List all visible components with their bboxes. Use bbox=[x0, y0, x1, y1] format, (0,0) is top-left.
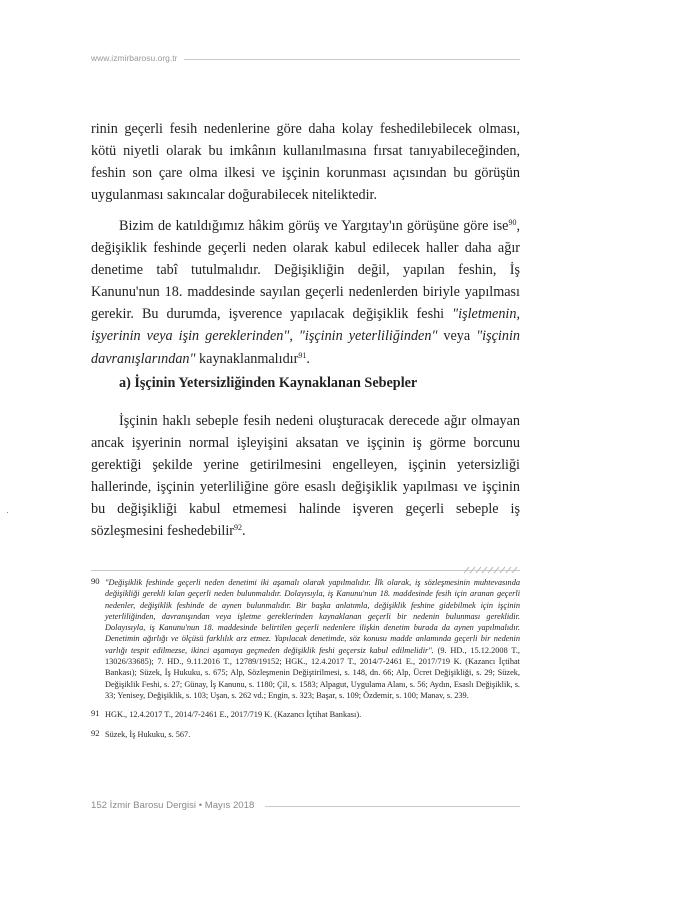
paragraph-1-block bbox=[91, 118, 520, 206]
paragraph-2-text-b: , değişiklik feshinde geçerli neden olarak kabul edilecek haller daha ağır denetime tabî tutulmalıdır. Değişikliğin değil, yapılan feshin, İş Kanunu'nun 18. maddesinde sayılan geçerli nedenlerden biriyle yapılması gerekir. Bu durumda, işverence yapılacak değişiklik feshi bbox=[91, 218, 520, 323]
paragraph-3-text-a: İşçinin haklı sebeple fesih nedeni oluşturacak derecede ağır olmayan ancak işyerinin normal işleyişini aksatan ve işçinin iş görme borcunu gerektiği şekilde yerine getirilmesini engelleyen, işçinin yetersizliği hallerinde, işçinin yeterliliğine göre esaslı değişiklik yapılması ve işçinin bu değişikliği kabul etmemesi halinde işveren geçerli sebeple iş sözleşmesini feshedebilir bbox=[91, 413, 520, 540]
footnote-separator-ornament bbox=[462, 566, 520, 574]
footnote-number: 92 bbox=[91, 727, 100, 738]
footnote-citation: (9. HD., 15.12.2008 T., 13026/33685); 7. HD., 9.11.2016 T., 12789/19152; HGK., 12.4.2017 T., 2014/7-2461 E., 2017/719 K. (Kazancı İçtihat Bankası); Süzek, İş Hukuku, s. 675; Alp, Sözleşmenin Değiştirilmesi, s. 148, dn. 66; Alp, Ücret Değişikliği, s. 29; Süzek, Değişiklik Feshi, s. 27; Günay, İş Kanunu, s. 1180; Çil, s. 1583; Alpagut, Uygulama Alanı, s. 56; Aydın, Esaslı Değişiklik, s. 33; Yenisey, Değişiklik, s. 103; Uşan, s. 262 vd.; Engin, s. 323; Başar, s. 109; Özdemir, s. 100; Manav, s. 239. bbox=[105, 645, 520, 700]
footnote-ref-91[interactable]: 91 bbox=[298, 350, 307, 360]
paragraph-3-text-b: . bbox=[242, 523, 246, 540]
footnote-number: 91 bbox=[91, 708, 100, 719]
paragraph-2-italic-2: "işçinin yeterliliğinden" bbox=[298, 328, 438, 345]
footnote-text: Süzek, İş Hukuku, s. 567. bbox=[105, 729, 191, 739]
paragraph-2 bbox=[91, 215, 520, 370]
paragraph-2-text-d: veya bbox=[437, 328, 477, 345]
paragraph-1: rinin geçerli fesih nedenlerine göre daha kolay feshedilebilecek olması, kötü niyetli olarak bu imkânın kullanılmasına fırsat tanıyabileceğinden, feshin son çare olma ilkesi ve işçinin korunması açısından bu görüşün uygulanması sakıncalar doğurabilecek niteliktedir. bbox=[91, 121, 520, 204]
footnote-number: 90 bbox=[91, 576, 100, 586]
footnote-text bbox=[105, 577, 520, 701]
footnote-ref-92[interactable]: 92 bbox=[234, 523, 243, 533]
footnote-90 bbox=[91, 577, 520, 701]
footnote-quote: "Değişiklik feshinde geçerli neden denetimi iki aşamalı olarak yapılmalıdır. İlk olarak, iş sözleşmesinin muhtevasında değişikliği gerekli kılan geçerli neden bulunmalıdır. Dolayısıyla, iş Kanunu'nun 18. maddesinde fesih için aranan geçerli nedenler, değişiklik feshinde de aynen bulunmalıdır. Bir başka anlatımla, değişiklik feshine gidebilmek için işçinin yeterliliğinden, davranışından veya işletme gereklerinden kaynaklanan geçerli bir nedenin bulunması gereklidir. Dolayısıyla, iş Kanunu'nun 18. maddesinde belirtilen geçerli nedenlere ilişkin denetim burada da aynen yapılmalıdır. Denetimin ağırlığı ve ölçüsü farklılık arz etmez. Yapılacak denetimde, söz konusu madde anlamında geçerli bir nedenin varlığı tespit edilmezse, ikinci aşamaya geçmeden değişiklik feshi geçersiz kabul edilmelidir". bbox=[105, 578, 520, 655]
footer-divider bbox=[265, 806, 520, 807]
margin-mark bbox=[7, 512, 8, 513]
paragraph-2-text-e: kaynaklanmalıdır bbox=[195, 350, 299, 367]
footnote-92 bbox=[91, 729, 520, 740]
footnote-separator bbox=[91, 566, 520, 574]
footnote-text: HGK., 12.4.2017 T., 2014/7-2461 E., 2017/719 K. (Kazancı İçtihat Bankası). bbox=[105, 710, 362, 720]
paragraph-2-text-a: Bizim de katıldığımız hâkim görüş ve Yargıtay'ın görüşüne göre ise bbox=[119, 218, 509, 234]
footnote-ref-90[interactable]: 90 bbox=[508, 218, 517, 227]
section-heading: a) İşçinin Yetersizliğinden Kaynaklanan Sebepler bbox=[119, 375, 418, 391]
paragraph-3 bbox=[91, 410, 520, 543]
paragraph-2-text-c: , bbox=[289, 328, 299, 345]
footnote-separator-line bbox=[91, 570, 520, 571]
paragraph-2-text-f: . bbox=[306, 350, 310, 367]
paragraph-2-block bbox=[91, 215, 520, 370]
header-url: www.izmirbarosu.org.tr bbox=[91, 53, 178, 63]
page-footer: 152 İzmir Barosu Dergisi • Mayıs 2018 bbox=[91, 800, 255, 811]
paragraph-2-italic-3: "işçinin davranışlarından" bbox=[91, 328, 520, 367]
paragraph-2-italic-1: "işletmenin, işyerinin veya işin gereklerinden" bbox=[91, 306, 520, 345]
paragraph-3-block bbox=[91, 410, 520, 543]
header-divider bbox=[184, 59, 520, 60]
footnote-91 bbox=[91, 709, 520, 720]
footnotes bbox=[91, 577, 520, 748]
